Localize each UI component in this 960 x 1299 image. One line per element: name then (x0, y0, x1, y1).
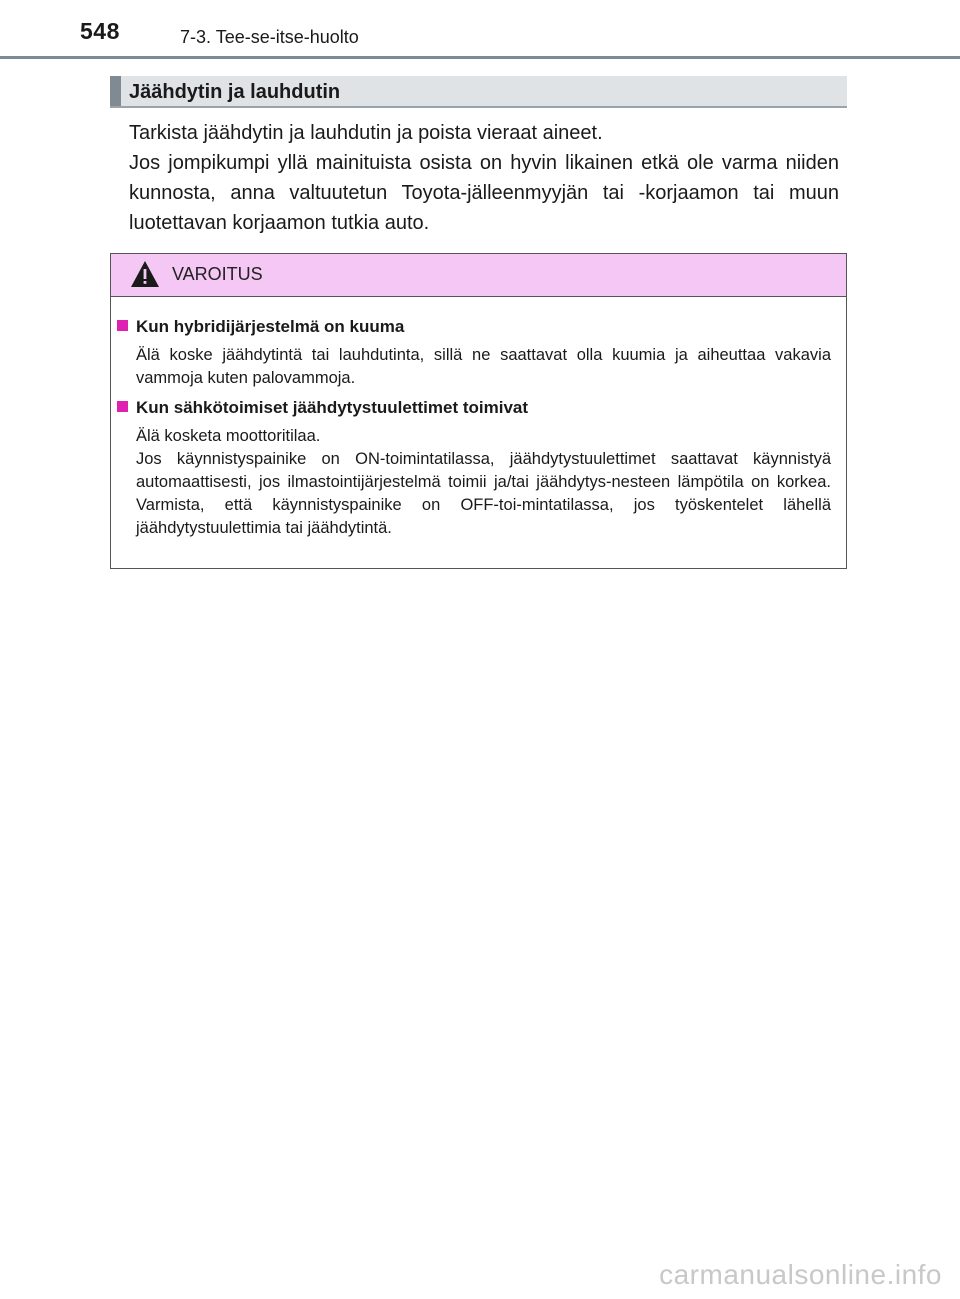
watermark: carmanualsonline.info (659, 1259, 942, 1290)
page-header (0, 0, 960, 60)
warning-item-heading (117, 398, 528, 418)
intro-paragraph-2: Jos jompikumpi yllä mainituista osista on hyvin likainen etkä ole varma niiden kunnosta, anna valtuutetun Toyota-jälleenmyyjän tai -korjaamon tai muun luotettavan korjaamon tutkia auto. (129, 152, 839, 234)
warning-item-line: Älä koske jäähdytintä tai lauhdutinta, sillä ne saattavat olla kuumia ja aiheuttaa vakavia vammoja kuten palovammoja. (136, 346, 831, 387)
warning-item-heading (117, 317, 404, 337)
section-bar-accent (110, 76, 121, 106)
warning-header (111, 254, 846, 297)
header-rule (0, 56, 960, 59)
intro-text (129, 118, 839, 238)
warning-item-text (136, 344, 831, 390)
warning-item-title: Kun sähkötoimiset jäähdytystuulettimet toimivat (136, 398, 529, 417)
warning-item-title: Kun hybridijärjestelmä on kuuma (136, 317, 405, 336)
warning-item-line: Jos käynnistyspainike on ON-toimintatilassa, jäähdytystuulettimet saattavat käynnistyä automaattisesti, jos ilmastointijärjestelmä toimii ja/tai jäähdytys-nesteen lämpötila on korkea. Varmista, että käynnistyspainike on OFF-toi-mintatilassa, jos työskentelet lähellä jäähdytystuulettimia tai jäähdytintä. (136, 450, 831, 537)
warning-item-line: Älä kosketa moottoritilaa. (136, 427, 321, 445)
warning-box (110, 253, 847, 569)
square-bullet-icon (117, 401, 128, 412)
warning-label: VAROITUS (172, 264, 263, 284)
section-reference: 7-3. Tee-se-itse-huolto (180, 27, 359, 47)
page-number: 548 (80, 18, 120, 44)
square-bullet-icon (117, 320, 128, 331)
warning-triangle-icon (130, 260, 160, 288)
section-title: Jäähdytin ja lauhdutin (129, 81, 341, 103)
section-title-bar (110, 76, 847, 108)
intro-paragraph-1: Tarkista jäähdytin ja lauhdutin ja poista vieraat aineet. (129, 122, 603, 144)
warning-item-text (136, 425, 831, 540)
